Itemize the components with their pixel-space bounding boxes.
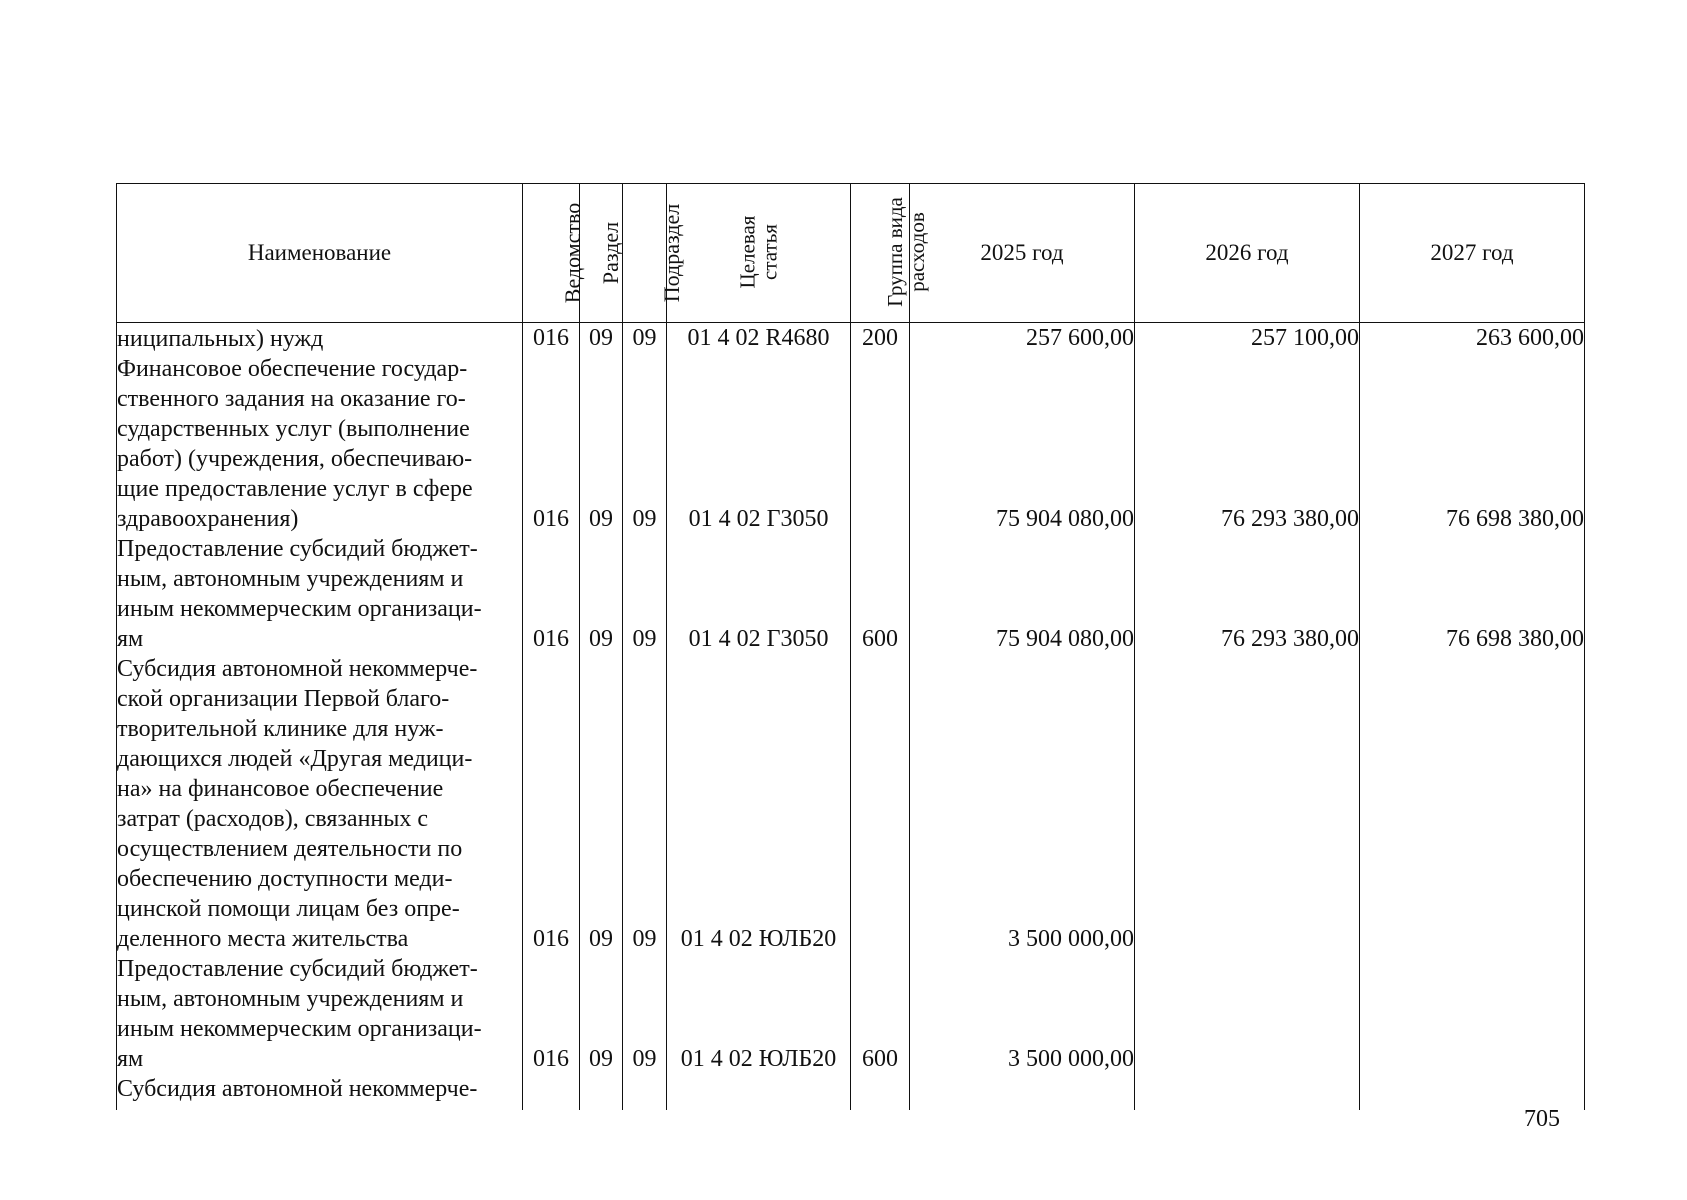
header-vedomstvo: Ведомство [523, 184, 580, 323]
cell-razdel: 09 [580, 323, 623, 355]
name-line: на» на финансовое обеспечение [117, 776, 444, 802]
name-line: осуществлением деятельности по [117, 836, 463, 862]
name-line: ям [117, 1046, 144, 1072]
table-row [117, 954, 1585, 1074]
header-gruppa-vida-rashodov: Группа вида расходов [851, 184, 910, 323]
cell-2026 [1135, 1074, 1360, 1110]
name-line: ственного задания на оказание го- [117, 386, 466, 412]
name-line: иным некоммерческим организаци- [117, 1016, 482, 1042]
name-line: ным, автономным учреждениям и [117, 566, 464, 592]
header-celevaya-statya: Целевая статья [667, 184, 851, 323]
table-row [117, 354, 1585, 534]
cell-name [117, 323, 523, 355]
table-row [117, 323, 1585, 355]
header-razdel: Раздел [580, 184, 623, 323]
page-number: 705 [1524, 1106, 1560, 1132]
cell-2025: 75 904 080,00 [910, 534, 1135, 654]
cell-name [117, 534, 523, 654]
cell-2026: 257 100,00 [1135, 323, 1360, 355]
name-line: здравоохранения) [117, 506, 299, 532]
header-2025: 2025 год [910, 184, 1135, 323]
cell-vedomstvo: 016 [523, 354, 580, 534]
cell-celevaya-statya [667, 1074, 851, 1110]
cell-podrazdel: 09 [623, 323, 667, 355]
cell-2027 [1360, 954, 1585, 1074]
name-line: ям [117, 626, 144, 652]
cell-gruppa: 600 [851, 534, 910, 654]
cell-podrazdel: 09 [623, 654, 667, 954]
table-body [117, 323, 1585, 1111]
cell-2026: 76 293 380,00 [1135, 534, 1360, 654]
cell-razdel: 09 [580, 534, 623, 654]
header-podrazdel: Подраздел [623, 184, 667, 323]
cell-gruppa: 600 [851, 954, 910, 1074]
name-line: цинской помощи лицам без опре- [117, 896, 460, 922]
cell-name [117, 954, 523, 1074]
name-line: дающихся людей «Другая медици- [117, 746, 473, 772]
table-row [117, 534, 1585, 654]
cell-2027 [1360, 654, 1585, 954]
name-line: сударственных услуг (выполнение [117, 416, 470, 442]
cell-gruppa [851, 654, 910, 954]
cell-2026 [1135, 954, 1360, 1074]
table-header-row [117, 184, 1585, 323]
cell-razdel: 09 [580, 354, 623, 534]
name-line: ным, автономным учреждениям и [117, 986, 464, 1012]
cell-2025: 75 904 080,00 [910, 354, 1135, 534]
cell-name [117, 654, 523, 954]
cell-celevaya-statya: 01 4 02 R4680 [667, 323, 851, 355]
cell-podrazdel: 09 [623, 354, 667, 534]
cell-2026 [1135, 654, 1360, 954]
cell-vedomstvo: 016 [523, 323, 580, 355]
cell-2027: 76 698 380,00 [1360, 534, 1585, 654]
cell-2027: 263 600,00 [1360, 323, 1585, 355]
table-row [117, 654, 1585, 954]
cell-vedomstvo: 016 [523, 654, 580, 954]
cell-gruppa [851, 1074, 910, 1110]
cell-razdel: 09 [580, 654, 623, 954]
name-line: обеспечению доступности меди- [117, 866, 453, 892]
cell-celevaya-statya: 01 4 02 Г3050 [667, 354, 851, 534]
cell-celevaya-statya: 01 4 02 ЮЛБ20 [667, 654, 851, 954]
cell-name [117, 1074, 523, 1110]
cell-2027 [1360, 1074, 1585, 1110]
name-line: работ) (учреждения, обеспечиваю- [117, 446, 473, 472]
name-line: затрат (расходов), связанных с [117, 806, 429, 832]
name-line: Субсидия автономной некоммерче- [117, 656, 478, 682]
name-line: щие предоставление услуг в сфере [117, 476, 473, 502]
cell-2025: 3 500 000,00 [910, 654, 1135, 954]
cell-vedomstvo [523, 1074, 580, 1110]
cell-podrazdel: 09 [623, 534, 667, 654]
header-2026: 2026 год [1135, 184, 1360, 323]
table-row [117, 1074, 1585, 1110]
cell-celevaya-statya: 01 4 02 ЮЛБ20 [667, 954, 851, 1074]
name-line: творительной клинике для нуж- [117, 716, 444, 742]
cell-gruppa: 200 [851, 323, 910, 355]
name-line: ниципальных) нужд [117, 326, 324, 352]
name-line: Предоставление субсидий бюджет- [117, 956, 478, 982]
cell-razdel: 09 [580, 954, 623, 1074]
header-name: Наименование [117, 184, 523, 323]
name-line: иным некоммерческим организаци- [117, 596, 482, 622]
cell-razdel [580, 1074, 623, 1110]
cell-2025: 3 500 000,00 [910, 954, 1135, 1074]
name-line: ской организации Первой благо- [117, 686, 450, 712]
cell-2025: 257 600,00 [910, 323, 1135, 355]
cell-vedomstvo: 016 [523, 534, 580, 654]
cell-celevaya-statya: 01 4 02 Г3050 [667, 534, 851, 654]
cell-podrazdel [623, 1074, 667, 1110]
name-line: деленного места жительства [117, 926, 409, 952]
name-line: Субсидия автономной некоммерче- [117, 1076, 478, 1102]
cell-2025 [910, 1074, 1135, 1110]
cell-podrazdel: 09 [623, 954, 667, 1074]
name-line: Предоставление субсидий бюджет- [117, 536, 478, 562]
header-2027: 2027 год [1360, 184, 1585, 323]
name-line: Финансовое обеспечение государ- [117, 356, 468, 382]
cell-name [117, 354, 523, 534]
cell-vedomstvo: 016 [523, 954, 580, 1074]
budget-table [116, 183, 1585, 1110]
cell-2026: 76 293 380,00 [1135, 354, 1360, 534]
cell-gruppa [851, 354, 910, 534]
cell-2027: 76 698 380,00 [1360, 354, 1585, 534]
